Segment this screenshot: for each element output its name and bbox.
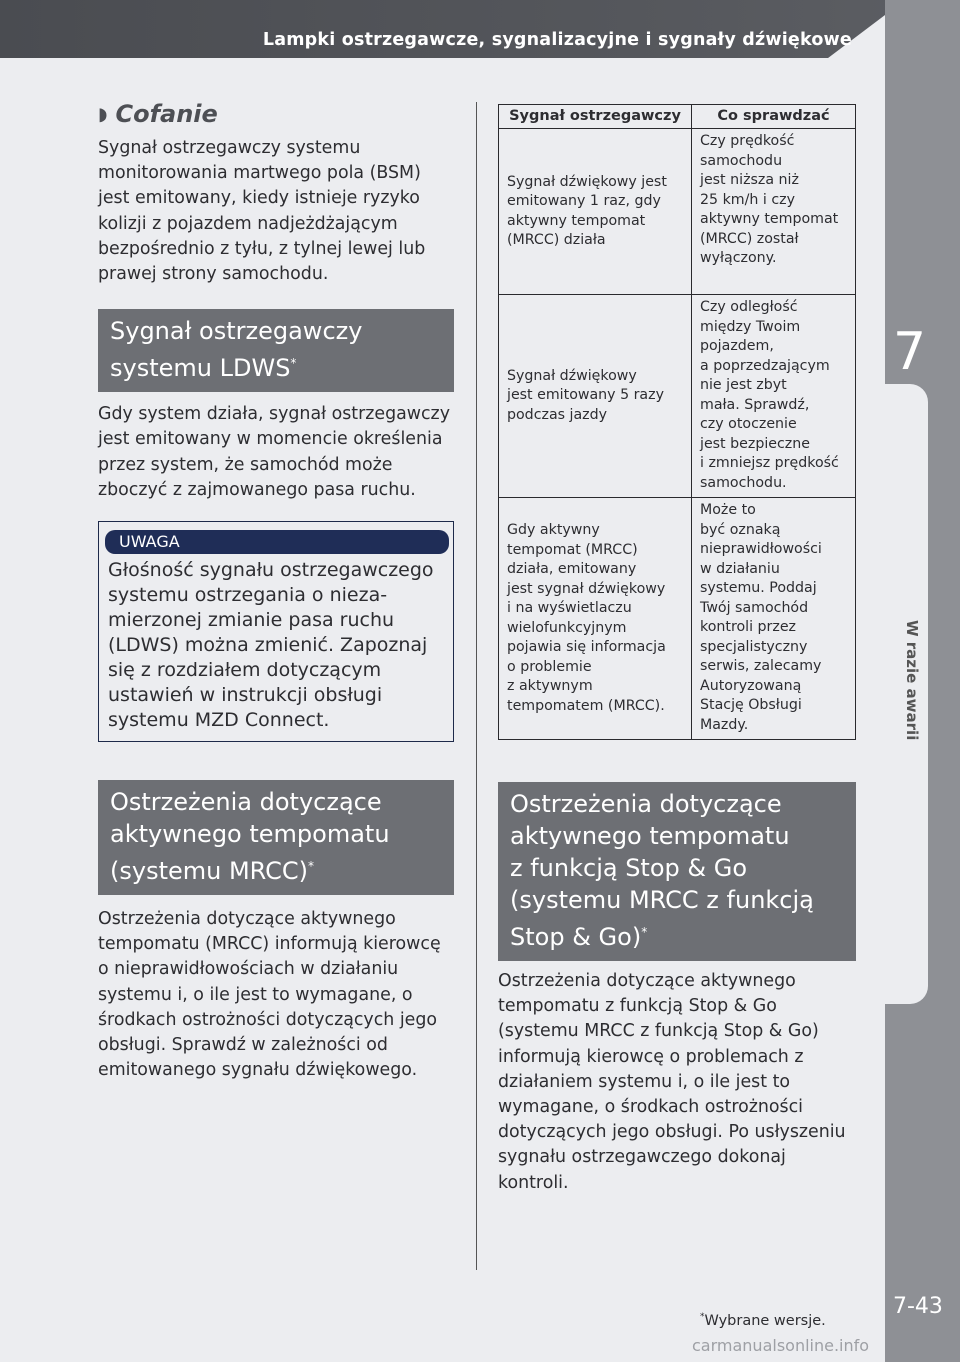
column-divider (476, 102, 477, 1270)
cofanie-text: Sygnał ostrzegawczy systemu monitorowania martwego pola (BSM) jest emitowany, kiedy istnieje ryzyko kolizji z pojazdem nadjeżdżającym bezpośrednio z tyłu, z tylnej lewej lub prawej strony samochodu. (98, 138, 426, 285)
mrcc-sg-heading (498, 782, 856, 961)
table-cell-signal: Sygnał dźwiękowy jest emitowany 1 raz, gdy aktywny tempomat (MRCC) działa (499, 129, 692, 295)
ldws-star: * (290, 356, 297, 371)
page-number: 7-43 (893, 1294, 943, 1319)
chapter-number: 7 (893, 322, 927, 382)
cofanie-title: Cofanie (115, 100, 218, 128)
table-row (499, 129, 856, 295)
header-title: Lampki ostrzegawcze, sygnalizacyjne i sygnały dźwiękowe (262, 30, 852, 50)
ldws-title-line2-wrap (110, 347, 442, 384)
note-text: Głośność sygnału ostrzegawczego systemu ostrzegania o nieza-mierzonej zmianie pasa ruchu (LDWS) można zmienić. Zapoznaj się z rozdziałem dotyczącym ustawień w instrukcji obsługi systemu MZD Connect. (108, 559, 434, 732)
right-column (498, 104, 856, 1196)
warning-table (498, 104, 856, 740)
footnote-text: Wybrane wersje. (704, 1312, 826, 1329)
mrcc-sg-title-line3: z funkcją Stop & Go (510, 854, 748, 882)
ldws-text: Gdy system działa, sygnał ostrzegawczy jest emitowany w momencie określenia przez system, że samochód może zboczyć z zajmowanego pasa ruchu. (98, 404, 450, 500)
ldws-title-line2: systemu LDWS (110, 354, 291, 383)
mrcc-sg-title-line5-wrap (510, 916, 844, 953)
mrcc-title-line3-wrap (110, 850, 442, 887)
ldws-heading (98, 309, 454, 392)
footnote (700, 1312, 826, 1329)
mrcc-text: Ostrzeżenia dotyczące aktywnego tempomatu (MRCC) informują kierowcę o nieprawidłowościach w działaniu systemu i, o ile jest to wymagane, o środkach ostrożności dotyczących jego obsługi. Sprawdź w zależności od emitowanego sygnału dźwiękowego. (98, 909, 441, 1081)
table-cell-signal: Gdy aktywny tempomat (MRCC) działa, emitowany jest sygnał dźwiękowy i na wyświetlaczu wielofunkcyjnym pojawia się informacja o problemie z aktywnym tempomatem (MRCC). (499, 498, 692, 740)
left-column (98, 100, 454, 1083)
table-header-signal: Sygnał ostrzegawczy (499, 105, 692, 129)
mrcc-title-line3: (systemu MRCC) (110, 857, 309, 886)
mrcc-title-line2: aktywnego tempomatu (110, 820, 390, 849)
ldws-title-line1: Sygnał ostrzegawczy (110, 317, 363, 346)
table-header-row (499, 105, 856, 129)
cofanie-heading (98, 100, 454, 128)
table-cell-check: Czy prędkość samochodu jest niższa niż 25 km/h i czy aktywny tempomat (MRCC) został wyłączony. (692, 129, 856, 295)
mrcc-sg-title-line1: Ostrzeżenia dotyczące (510, 790, 782, 818)
mrcc-sg-title-line2: aktywnego tempomatu (510, 822, 790, 850)
table-row (499, 498, 856, 740)
mrcc-heading (98, 780, 454, 895)
table-header-check: Co sprawdzać (692, 105, 856, 129)
mrcc-star: * (308, 859, 315, 874)
note-box (98, 521, 454, 742)
table-cell-check: Może to być oznaką nieprawidłowości w działaniu systemu. Poddaj Twój samochód kontroli przez specjalistyczny serwis, zalecamy Autoryzowaną Stację Obsługi Mazdy. (692, 498, 856, 740)
mrcc-title-line1: Ostrzeżenia dotyczące (110, 788, 382, 817)
table-cell-check: Czy odległość między Twoim pojazdem, a poprzedzającym nie jest zbyt mała. Sprawdź, czy otoczenie jest bezpieczne i zmniejsz prędkość samochodu. (692, 295, 856, 498)
triangle-bullet-icon: ◗ (98, 103, 108, 125)
table-cell-signal: Sygnał dźwiękowy jest emitowany 5 razy podczas jazdy (499, 295, 692, 498)
mrcc-sg-star: * (641, 925, 648, 939)
mrcc-sg-title-line5: Stop & Go) (510, 923, 642, 951)
footnote-star: * (700, 1312, 705, 1322)
table-row (499, 295, 856, 498)
note-label: UWAGA (105, 530, 449, 554)
mrcc-sg-title-line4: (systemu MRCC z funkcją (510, 886, 814, 914)
chapter-label: W razie awarii (903, 620, 921, 741)
mrcc-sg-text: Ostrzeżenia dotyczące aktywnego tempomatu z funkcją Stop & Go (systemu MRCC z funkcją Stop & Go) informują kierowcę o problemach z działaniem systemu i, o ile jest to wymagane, o środkach ostrożności dotyczących jego obsługi. Po usłyszeniu sygnału ostrzegawczego dokonaj kontroli. (498, 971, 846, 1193)
watermark: carmanualsonline.info (692, 1336, 870, 1355)
